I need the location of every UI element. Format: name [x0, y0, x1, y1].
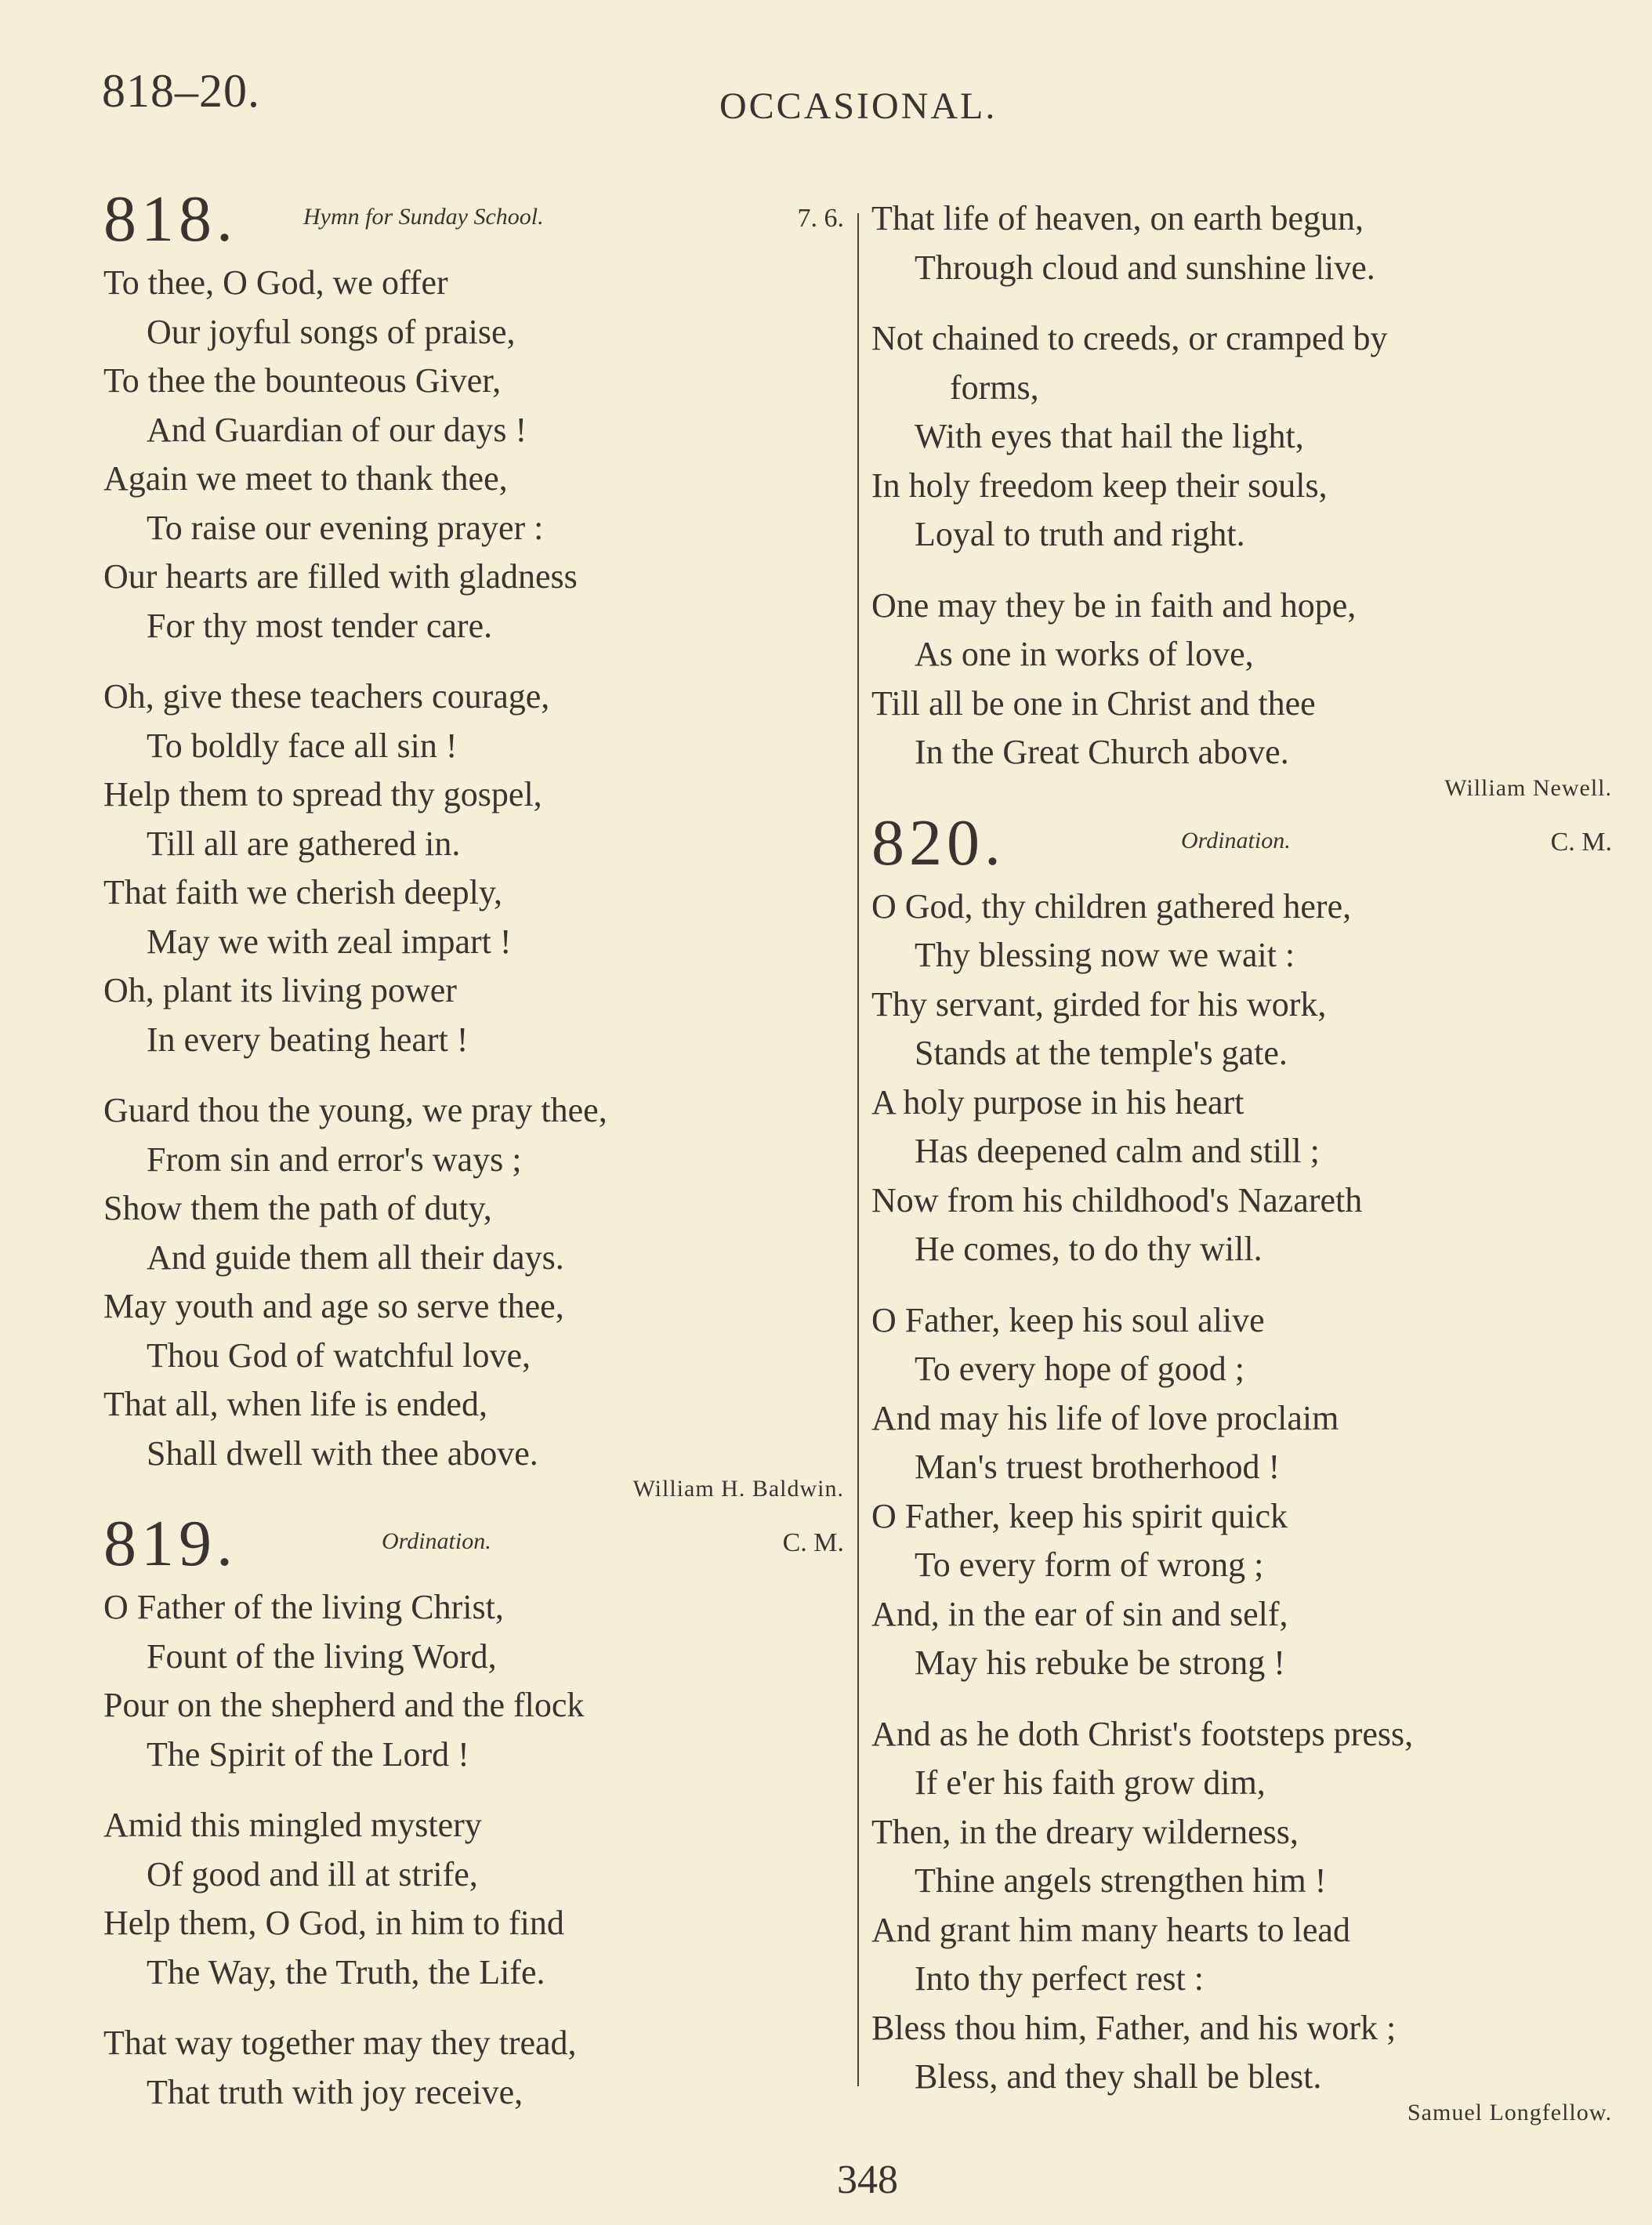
hymn-meter: C. M.	[1550, 827, 1612, 857]
right-column	[871, 194, 1612, 2129]
verse-line: That faith we cherish deeply,	[103, 873, 503, 911]
column-divider	[857, 213, 859, 2086]
hymn-number: 818.	[103, 183, 237, 255]
verse-line: Has deepened calm and still ;	[915, 1132, 1320, 1170]
verse-line: Guard thou the young, we pray thee,	[103, 1091, 607, 1129]
author-credit: Samuel Longfellow.	[1407, 2099, 1612, 2125]
verse-line: O Father, keep his spirit quick	[871, 1496, 1288, 1535]
verse-line: In holy freedom keep their souls,	[871, 466, 1328, 505]
verse-line: And guide them all their days.	[147, 1238, 564, 1277]
verse-line: Oh, plant its living power	[103, 971, 457, 1009]
verse-line: Stands at the temple's gate.	[915, 1034, 1288, 1072]
verse-line: To thee, O God, we offer	[103, 263, 448, 302]
stanza	[871, 194, 1612, 292]
verse-line: With eyes that hail the light,	[915, 417, 1304, 455]
verse-line: Of good and ill at strife,	[147, 1854, 478, 1893]
hymn-819-heading	[103, 1505, 844, 1583]
stanza	[871, 882, 1612, 1274]
verse-line: And as he doth Christ's footsteps press,	[871, 1714, 1414, 1753]
verse-line: If e'er his faith grow dim,	[915, 1763, 1266, 1802]
stanza	[103, 2019, 844, 2117]
verse-line: To every form of wrong ;	[915, 1546, 1264, 1584]
hymn-number: 819.	[103, 1507, 237, 1580]
verse-line: O Father of the living Christ,	[103, 1588, 504, 1626]
verse-line: Thy servant, girded for his work,	[871, 984, 1327, 1024]
stanza	[103, 259, 844, 650]
verse-line: Not chained to creeds, or cramped by	[871, 319, 1388, 357]
verse-line: Pour on the shepherd and the flock	[103, 1686, 585, 1724]
verse-line: Bless, and they shall be blest.	[915, 2057, 1322, 2096]
verse-line: One may they be in faith and hope,	[871, 585, 1357, 625]
hymn-number: 820.	[871, 806, 1005, 879]
verse-line: To thee the bounteous Giver,	[103, 361, 502, 400]
verse-line: Shall dwell with thee above.	[147, 1433, 538, 1473]
stanza	[103, 1086, 844, 1478]
verse-line: Man's truest brotherhood !	[915, 1448, 1281, 1486]
verse-line: In the Great Church above.	[915, 733, 1289, 771]
verse-line: May his rebuke be strong !	[915, 1643, 1285, 1682]
verse-line: Now from his childhood's Nazareth	[871, 1180, 1363, 1219]
verse-line: O God, thy children gathered here,	[871, 886, 1352, 926]
verse-line: Amid this mingled mystery	[103, 1806, 482, 1844]
verse-line: Fount of the living Word,	[147, 1636, 497, 1676]
verse-line: And, in the ear of sin and self,	[871, 1594, 1288, 1633]
hymn-title: Ordination.	[382, 1528, 491, 1554]
verse-line: Help them, O God, in him to find	[103, 1904, 564, 1942]
verse-line: For thy most tender care.	[147, 606, 493, 645]
stanza	[871, 1710, 1612, 2102]
verse-line: That way together may they tread,	[103, 2024, 577, 2062]
verse-line: Show them the path of duty,	[103, 1189, 492, 1227]
page-number: 348	[837, 2158, 898, 2202]
page-range: 818–20.	[102, 65, 260, 117]
author-credit: William Newell.	[1444, 774, 1612, 801]
verse-line: As one in works of love,	[915, 635, 1254, 673]
verse-line: Through cloud and sunshine live.	[915, 248, 1375, 287]
hymn-title: Ordination.	[1181, 827, 1291, 853]
left-column	[103, 180, 844, 2139]
hymn-meter: C. M.	[782, 1528, 844, 1557]
author-credit: William H. Baldwin.	[632, 1476, 844, 1502]
hymn-title: Hymn for Sunday School.	[303, 204, 544, 230]
verse-line: In every beating heart !	[147, 1020, 469, 1059]
verse-line: The Way, the Truth, the Life.	[147, 1952, 545, 1991]
verse-line: And grant him many hearts to lead	[871, 1910, 1350, 1949]
verse-line: A holy purpose in his heart	[871, 1082, 1244, 1122]
verse-line: And Guardian of our days !	[147, 410, 527, 449]
verse-line: To boldly face all sin !	[147, 726, 458, 765]
verse-line: Loyal to truth and right.	[915, 515, 1245, 553]
hymn-818-heading	[103, 180, 844, 259]
verse-line: The Spirit of the Lord !	[147, 1734, 469, 1774]
verse-line: Our joyful songs of praise,	[147, 312, 516, 351]
verse-line: Help them to spread thy gospel,	[103, 775, 542, 814]
verse-line: Thy blessing now we wait :	[915, 936, 1295, 974]
stanza	[103, 672, 844, 1064]
verse-line: May we with zeal impart !	[147, 922, 512, 961]
hymn-meter: 7. 6.	[797, 204, 844, 233]
verse-line: Till all be one in Christ and thee	[871, 683, 1316, 723]
verse-line: Into thy perfect rest :	[915, 1959, 1204, 1998]
stanza	[103, 1583, 844, 1779]
verse-line: May youth and age so serve thee,	[103, 1287, 564, 1325]
verse-line: From sin and error's ways ;	[147, 1140, 522, 1179]
stanza	[103, 1801, 844, 1997]
verse-line: And may his life of love proclaim	[871, 1398, 1339, 1437]
verse-line: forms,	[950, 368, 1039, 407]
verse-line: Again we meet to thank thee,	[103, 459, 508, 498]
verse-line: That truth with joy receive,	[147, 2072, 523, 2111]
stanza	[871, 582, 1612, 777]
verse-line: Till all are gathered in.	[147, 824, 461, 863]
stanza	[871, 1296, 1612, 1688]
verse-line: Thou God of watchful love,	[147, 1335, 531, 1375]
verse-line: That life of heaven, on earth begun,	[871, 199, 1364, 237]
verse-line: To every hope of good ;	[915, 1350, 1244, 1388]
verse-line: O Father, keep his soul alive	[871, 1300, 1265, 1339]
running-title: OCCASIONAL.	[719, 85, 998, 127]
verse-line: Then, in the dreary wilderness,	[871, 1812, 1299, 1851]
verse-line: To raise our evening prayer :	[147, 508, 544, 547]
hymn-820-heading	[871, 804, 1612, 882]
stanza	[871, 314, 1612, 560]
verse-line: That all, when life is ended,	[103, 1385, 487, 1423]
verse-line: He comes, to do thy will.	[915, 1230, 1263, 1268]
verse-line: Thine angels strengthen him !	[915, 1861, 1327, 1900]
verse-line: Our hearts are filled with gladness	[103, 557, 578, 596]
verse-line: Bless thou him, Father, and his work ;	[871, 2008, 1397, 2047]
verse-line: Oh, give these teachers courage,	[103, 677, 550, 716]
